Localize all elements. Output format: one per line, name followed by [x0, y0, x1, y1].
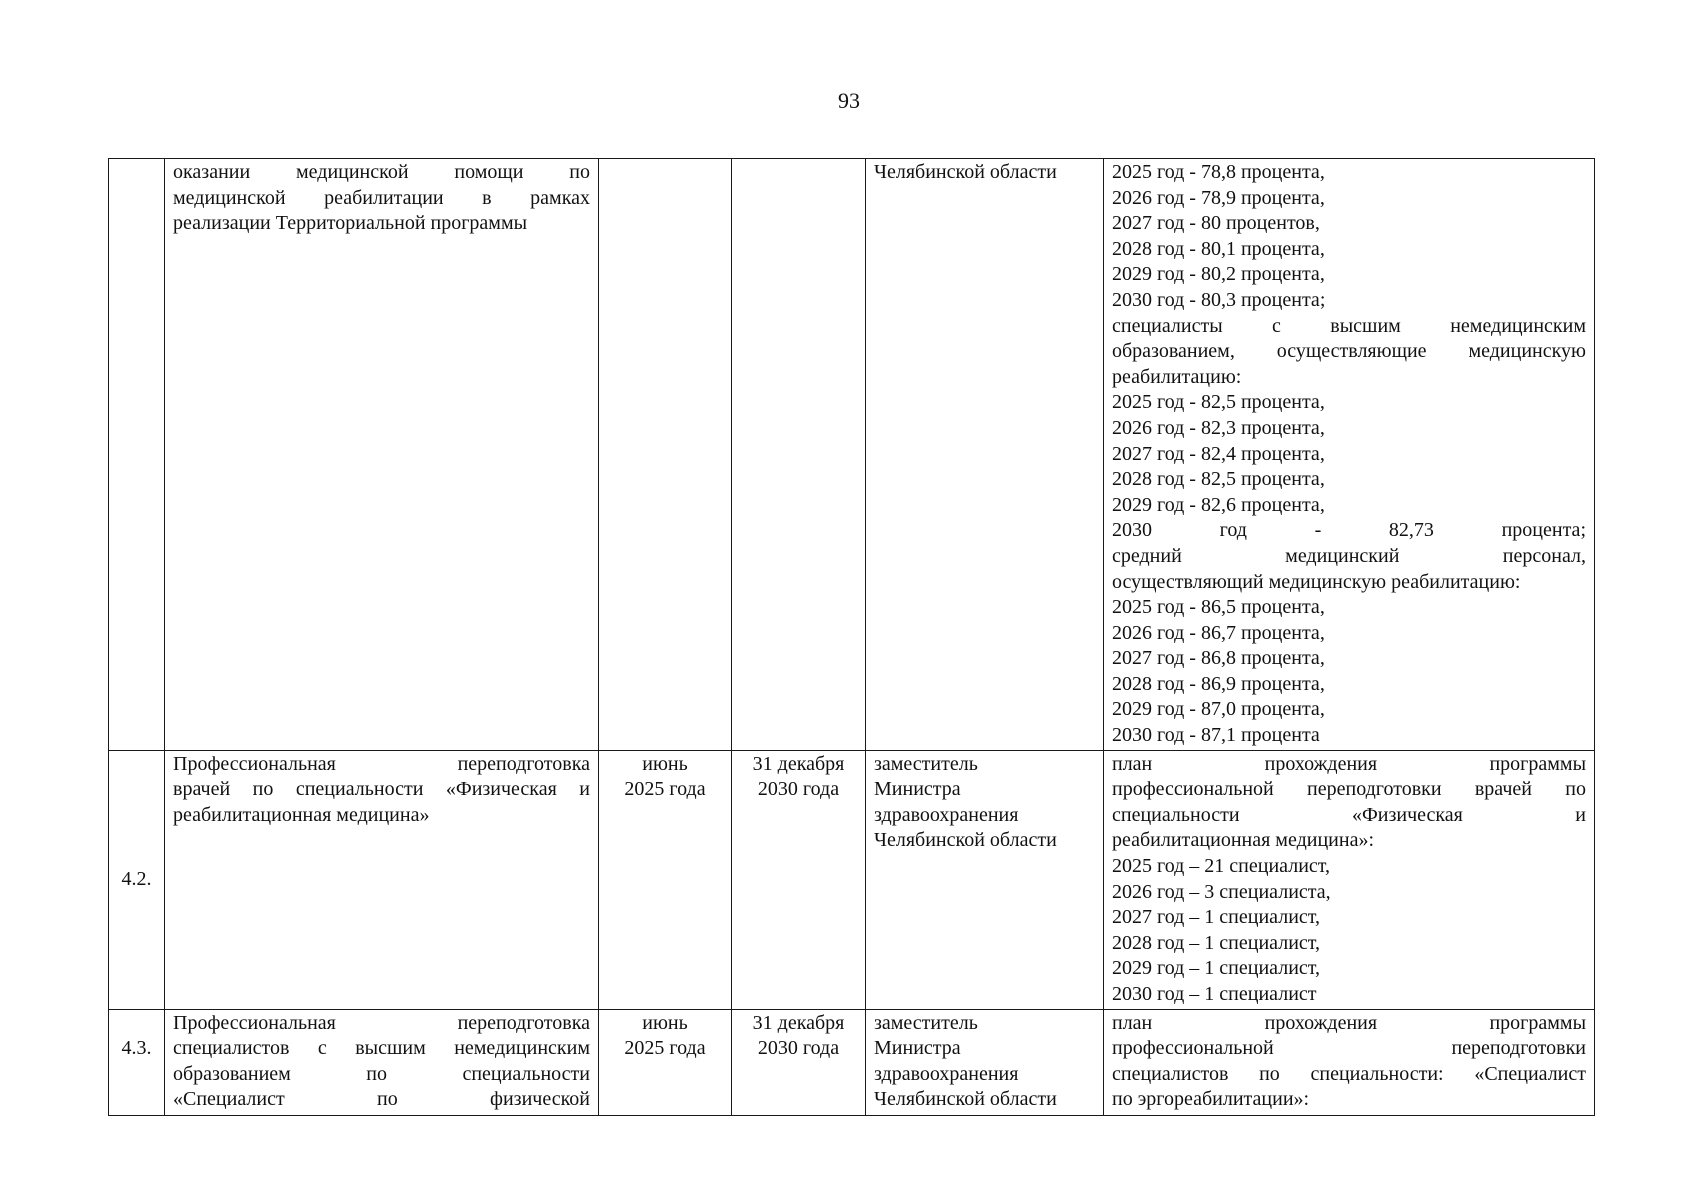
result-line: план прохождения программы	[1112, 752, 1586, 775]
end-date-cell	[732, 1009, 866, 1115]
result-line: 2028 год – 1 специалист,	[1112, 931, 1321, 954]
measure-cell	[165, 750, 599, 1009]
measure-line: специалистов с высшим немедицинским	[173, 1037, 590, 1060]
row-number-cell: 4.3.	[109, 1009, 165, 1115]
result-line: 2027 год - 80 процентов,	[1112, 212, 1320, 235]
end-date-line: 2030 года	[757, 1037, 840, 1060]
result-line: 2027 год - 82,4 процента,	[1112, 442, 1325, 465]
result-line: реабилитационная медицина»:	[1112, 829, 1375, 852]
result-line: 2028 год - 82,5 процента,	[1112, 468, 1325, 491]
responsible-line: Министра	[874, 1037, 961, 1060]
table-row	[109, 159, 1595, 751]
responsible-line: Челябинской области	[874, 161, 1057, 183]
row-number-cell	[109, 159, 165, 751]
measure-line: реабилитационная медицина»	[173, 803, 430, 826]
responsible-line: Челябинской области	[874, 1088, 1057, 1111]
end-date-line: 31 декабря	[752, 1011, 845, 1034]
measure-line: медицинской реабилитации в рамках	[173, 186, 590, 209]
result-line: 2025 год - 82,5 процента,	[1112, 391, 1325, 414]
responsible-line: здравоохранения	[874, 803, 1019, 826]
result-line: 2030 год - 87,1 процента	[1112, 724, 1320, 747]
result-line: 2029 год - 87,0 процента,	[1112, 698, 1325, 721]
result-line: специалистов по специальности: «Специалист	[1112, 1062, 1586, 1085]
result-line: осуществляющий медицинскую реабилитацию:	[1112, 570, 1521, 593]
page-number: 93	[838, 88, 860, 113]
result-line: 2025 год - 86,5 процента,	[1112, 596, 1325, 619]
result-cell	[1104, 159, 1595, 751]
responsible-line: Челябинской области	[874, 829, 1057, 852]
result-line: 2029 год - 80,2 процента,	[1112, 263, 1325, 286]
start-date-cell	[599, 159, 732, 751]
result-line: 2028 год - 86,9 процента,	[1112, 672, 1325, 695]
measure-cell	[165, 159, 599, 751]
result-cell	[1104, 1009, 1595, 1115]
result-line: 2027 год - 86,8 процента,	[1112, 647, 1325, 670]
result-line: 2027 год – 1 специалист,	[1112, 906, 1321, 929]
responsible-cell	[866, 159, 1104, 751]
table-row	[109, 750, 1595, 1009]
result-line: 2030 год - 80,3 процента;	[1112, 288, 1326, 311]
result-line: 2026 год - 82,3 процента,	[1112, 416, 1325, 439]
result-line: 2029 год – 1 специалист,	[1112, 957, 1321, 980]
measures-table	[108, 158, 1595, 1116]
start-date-line: июнь	[642, 752, 688, 775]
result-line: профессиональной переподготовки врачей по	[1112, 778, 1586, 801]
result-line: по эргореабилитации»:	[1112, 1088, 1310, 1111]
start-date-cell	[599, 750, 732, 1009]
responsible-line: заместитель	[874, 1011, 978, 1034]
table-row	[109, 1009, 1595, 1115]
result-line: 2025 год - 78,8 процента,	[1112, 161, 1325, 183]
responsible-line: здравоохранения	[874, 1062, 1019, 1085]
measure-line: оказании медицинской помощи по	[173, 161, 590, 183]
measure-line: врачей по специальности «Физическая и	[173, 778, 590, 801]
result-line: средний медицинский персонал,	[1112, 544, 1586, 567]
measure-line: «Специалист по физической	[173, 1088, 590, 1111]
result-line: 2026 год - 86,7 процента,	[1112, 621, 1325, 644]
measure-cell	[165, 1009, 599, 1115]
result-line: профессиональной переподготовки	[1112, 1037, 1586, 1060]
end-date-line: 31 декабря	[752, 752, 845, 775]
end-date-line: 2030 года	[757, 778, 840, 801]
responsible-line: заместитель	[874, 752, 978, 775]
end-date-cell	[732, 159, 866, 751]
result-line: образованием, осуществляющие медицинскую	[1112, 340, 1586, 363]
start-date-line: июнь	[642, 1011, 688, 1034]
result-line: 2026 год – 3 специалиста,	[1112, 880, 1331, 903]
row-number-cell: 4.2.	[109, 750, 165, 1009]
result-line: 2029 год - 82,6 процента,	[1112, 493, 1325, 516]
responsible-cell	[866, 750, 1104, 1009]
result-line: специальности «Физическая и	[1112, 803, 1586, 826]
measure-line: реализации Территориальной программы	[173, 212, 528, 235]
result-line: 2026 год - 78,9 процента,	[1112, 186, 1325, 209]
measure-line: Профессиональная переподготовка	[173, 1011, 590, 1034]
result-line: 2028 год - 80,1 процента,	[1112, 237, 1325, 260]
end-date-cell	[732, 750, 866, 1009]
result-line: 2025 год – 21 специалист,	[1112, 855, 1331, 878]
start-date-cell	[599, 1009, 732, 1115]
measure-line: образованием по специальности	[173, 1062, 590, 1085]
measure-line: Профессиональная переподготовка	[173, 752, 590, 775]
result-line: специалисты с высшим немедицинским	[1112, 314, 1586, 337]
result-line: 2030 год – 1 специалист	[1112, 983, 1317, 1005]
result-line: реабилитацию:	[1112, 365, 1242, 388]
start-date-line: 2025 года	[624, 778, 706, 801]
start-date-line: 2025 года	[624, 1037, 706, 1060]
result-cell	[1104, 750, 1595, 1009]
responsible-cell	[866, 1009, 1104, 1115]
result-line: план прохождения программы	[1112, 1011, 1586, 1034]
responsible-line: Министра	[874, 778, 961, 801]
result-line: 2030 год - 82,73 процента;	[1112, 519, 1586, 542]
